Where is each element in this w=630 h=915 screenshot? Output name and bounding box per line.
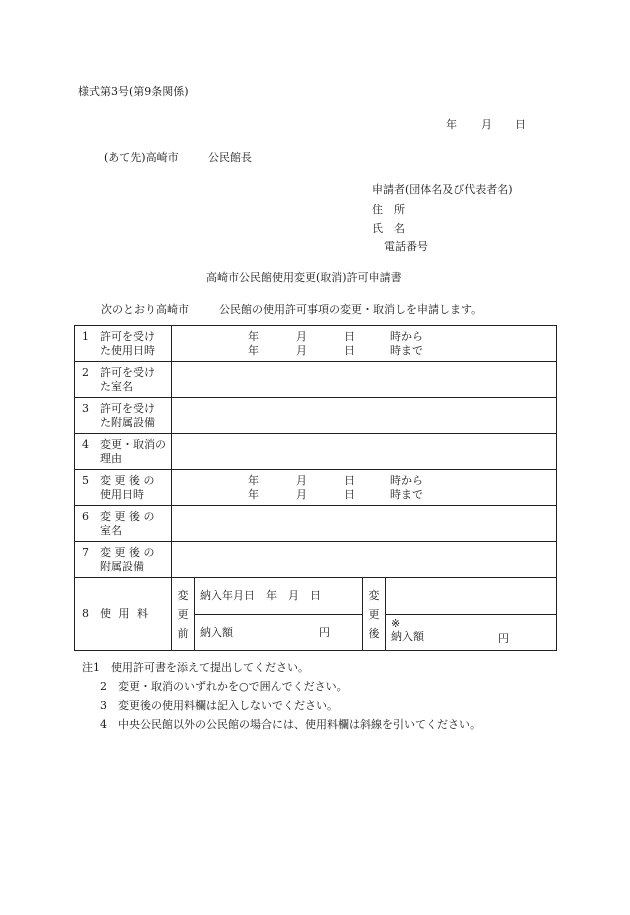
- notes: [82, 660, 481, 736]
- applicant-address: 住 所: [372, 203, 405, 216]
- row-label: 6 変 更 後 の 室名: [75, 506, 172, 542]
- row-label: 2 許可を受け た室名: [75, 362, 172, 398]
- fee-row-upper: [75, 578, 557, 615]
- payment-date-field[interactable]: 納入年月日 年 月 日: [195, 578, 363, 615]
- intro-part2: 公民館の使用許可事項の変更・取消しを申請します。: [219, 303, 483, 316]
- row-label: 5 変 更 後 の 使用日時: [75, 470, 172, 506]
- table-row: [75, 362, 557, 398]
- table-row: [75, 434, 557, 470]
- fee-after-label: 変 更 後: [363, 578, 386, 651]
- table-row: [75, 542, 557, 578]
- form-number: 様式第3号(第9条関係): [78, 85, 189, 98]
- date-month: 月: [481, 118, 492, 131]
- addressee-prefix: (あて先)高崎市: [104, 151, 179, 164]
- new-equipment-field[interactable]: [172, 542, 557, 578]
- fee-before-label: 変 更 前: [172, 578, 195, 651]
- row-label: 7 変 更 後 の 附属設備: [75, 542, 172, 578]
- after-amount-field: ※ 納入額 円: [386, 615, 557, 651]
- new-room-field[interactable]: [172, 506, 557, 542]
- fee-label: 8 使 用 料: [75, 578, 172, 651]
- applicant-name: 氏 名: [372, 222, 405, 235]
- table-row: [75, 326, 557, 362]
- date-day: 日: [515, 118, 526, 131]
- note-item: 注1 使用許可書を添えて提出してください。: [82, 661, 309, 674]
- application-table: [74, 325, 557, 651]
- row-label: 4 変更・取消の 理由: [75, 434, 172, 470]
- addressee-title: 公民館長: [208, 151, 252, 164]
- office-use-mark: ※: [391, 616, 401, 630]
- permitted-room-field[interactable]: [172, 362, 557, 398]
- change-reason-field[interactable]: [172, 434, 557, 470]
- after-payment-date-field: [386, 578, 557, 615]
- new-datetime-field[interactable]: 年 月 日 時から 年 月 日 時まで: [172, 470, 557, 506]
- note-item: 3 変更後の使用料欄は記入しないでください。: [100, 699, 338, 712]
- intro-part1: 次のとおり高崎市: [101, 303, 189, 316]
- table-row: [75, 398, 557, 434]
- row-label: 1 許可を受け た使用日時: [75, 326, 172, 362]
- permitted-equipment-field[interactable]: [172, 398, 557, 434]
- before-amount-field[interactable]: 納入額 円: [195, 615, 363, 651]
- row-label: 3 許可を受け た附属設備: [75, 398, 172, 434]
- applicant-phone: 電話番号: [384, 240, 428, 253]
- applicant-heading: 申請者(団体名及び代表者名): [372, 183, 513, 196]
- document-title: 高崎市公民館使用変更(取消)許可申請書: [206, 271, 402, 284]
- date-year: 年: [446, 118, 457, 131]
- table-row: [75, 506, 557, 542]
- table-row: [75, 470, 557, 506]
- note-item: 4 中央公民館以外の公民館の場合には、使用料欄は斜線を引いてください。: [100, 718, 481, 731]
- permitted-datetime-field[interactable]: 年 月 日 時から 年 月 日 時まで: [172, 326, 557, 362]
- note-item: 2 変更・取消のいずれかを○で囲んでください。: [100, 680, 348, 693]
